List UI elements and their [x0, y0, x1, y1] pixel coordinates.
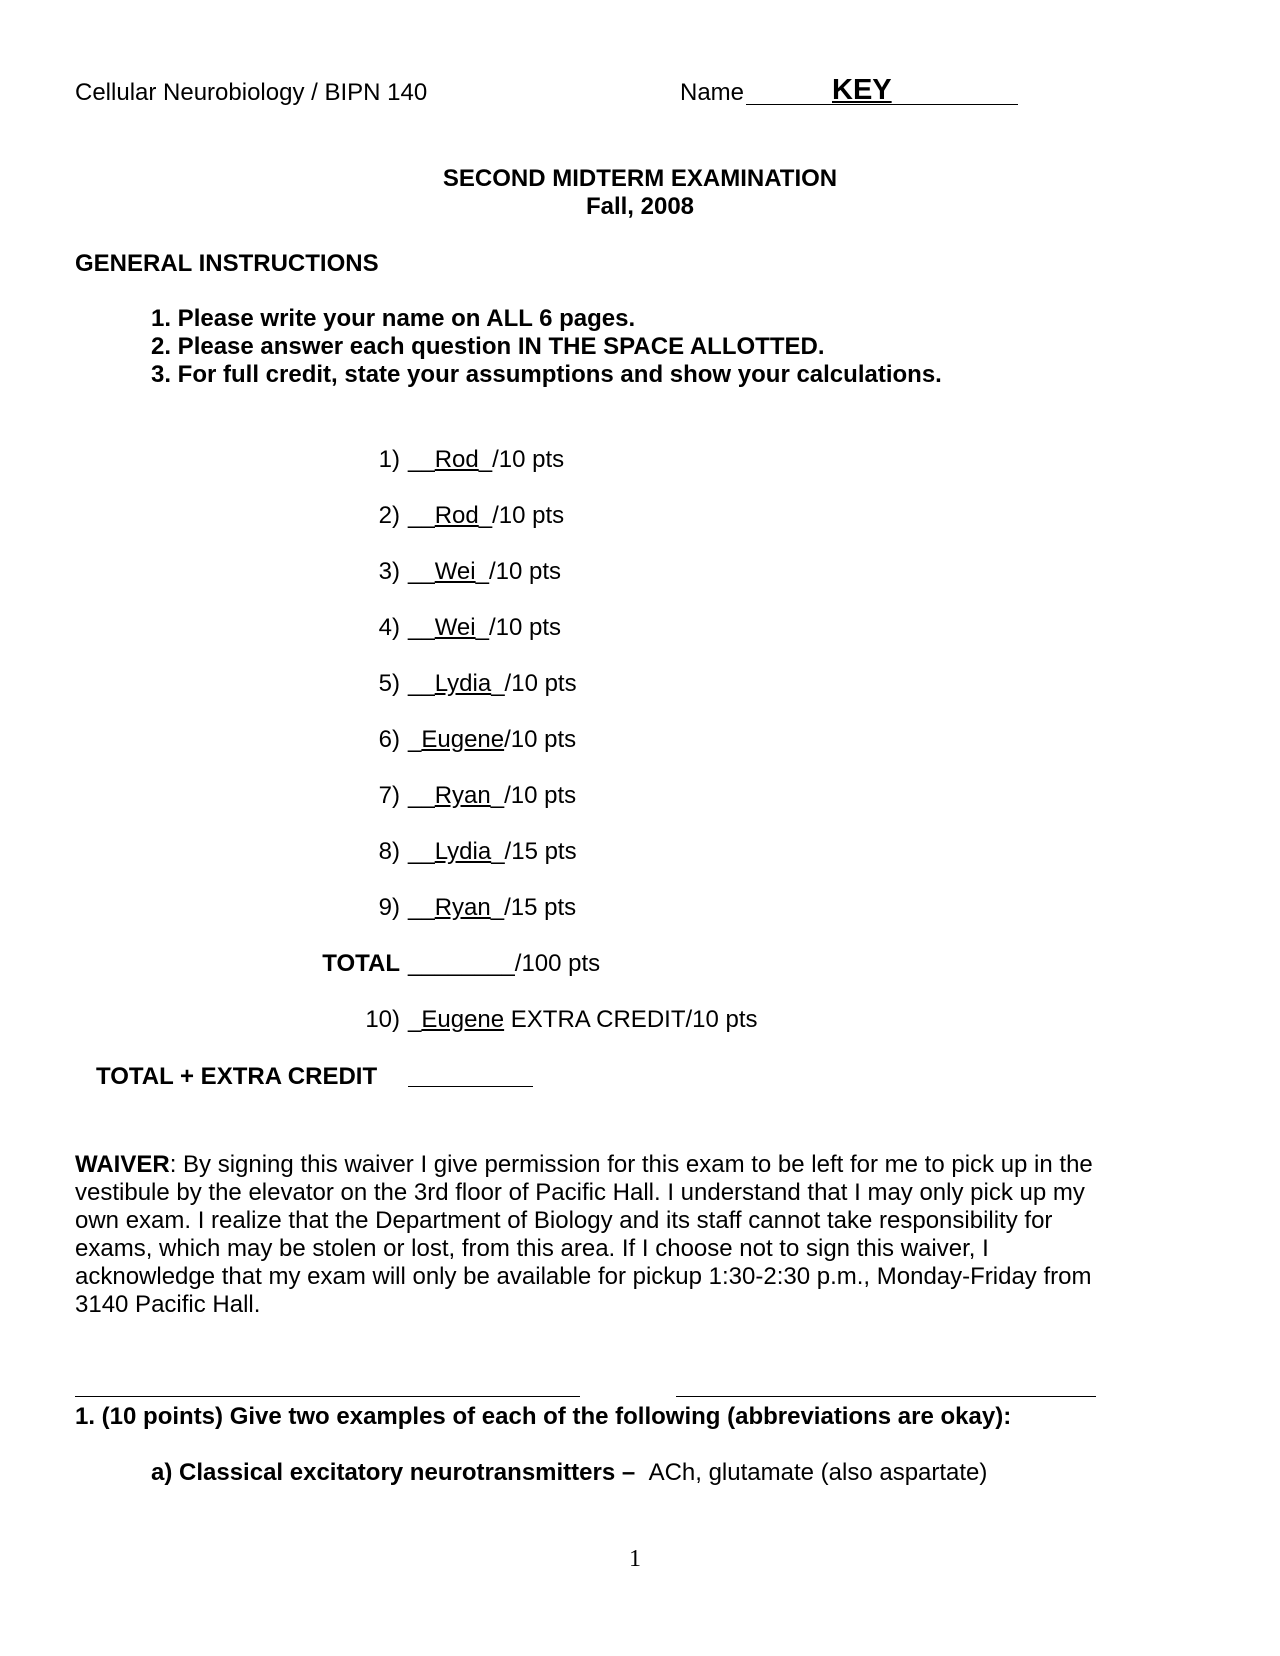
score-row: [0, 782, 1280, 814]
score-grader: Wei: [434, 614, 476, 641]
exam-title: SECOND MIDTERM EXAMINATION: [442, 165, 838, 192]
score-label: 8): [378, 838, 400, 865]
total-extra-label: TOTAL + EXTRA CREDIT: [96, 1063, 378, 1090]
score-entry: __Lydia_/10 pts: [408, 670, 577, 697]
score-entry: __Wei_/10 pts: [408, 614, 562, 641]
extra-entry: _Eugene EXTRA CREDIT/10 pts: [408, 1006, 758, 1033]
waiver-label: WAIVER: [75, 1151, 170, 1178]
score-grader: Ryan: [434, 894, 491, 921]
total-entry: ________/100 pts: [408, 950, 601, 977]
question-1a: [151, 1459, 987, 1487]
extra-points: EXTRA CREDIT/10 pts: [510, 1006, 758, 1033]
score-row: [0, 670, 1280, 702]
total-row: [0, 950, 1280, 982]
score-row: [0, 614, 1280, 646]
date-line: [676, 1396, 1096, 1397]
score-entry: __Rod_/10 pts: [408, 446, 565, 473]
score-grader: Eugene: [421, 726, 505, 753]
score-grader: Rod: [434, 502, 479, 529]
question-1a-answer: ACh, glutamate (also aspartate): [648, 1459, 988, 1486]
score-row: [0, 726, 1280, 758]
exam-term: Fall, 2008: [585, 193, 695, 220]
score-points: /10 pts: [488, 558, 562, 585]
total-extra-line: [408, 1086, 533, 1087]
instruction-item: 3. For full credit, state your assumptions and show your calculations.: [151, 361, 942, 388]
score-entry: _Eugene/10 pts: [408, 726, 577, 753]
score-entry: __Rod_/10 pts: [408, 502, 565, 529]
extra-grader: Eugene: [421, 1006, 505, 1033]
score-grader: Lydia: [434, 670, 492, 697]
score-grader: Lydia: [434, 838, 492, 865]
score-entry: __Ryan_/15 pts: [408, 894, 577, 921]
score-points: /10 pts: [504, 726, 577, 753]
signature-line: [75, 1396, 580, 1397]
extra-label: 10): [365, 1006, 400, 1033]
name-label: Name: [680, 79, 745, 106]
score-row: [0, 558, 1280, 590]
name-value: KEY: [832, 74, 892, 106]
course-title: Cellular Neurobiology / BIPN 140: [75, 79, 428, 106]
score-entry: __Ryan_/10 pts: [408, 782, 577, 809]
score-points: /15 pts: [504, 838, 577, 865]
score-points: /10 pts: [504, 670, 577, 697]
score-grader: Ryan: [434, 782, 491, 809]
total-label: TOTAL: [322, 950, 400, 977]
score-grader: Rod: [434, 446, 479, 473]
question-1-prompt: 1. (10 points) Give two examples of each of the following (abbreviations are okay):: [75, 1403, 1012, 1430]
score-entry: __Wei_/10 pts: [408, 558, 562, 585]
score-points: /10 pts: [504, 782, 577, 809]
score-row: [0, 446, 1280, 478]
waiver-text: [75, 1151, 1135, 1319]
score-points: /10 pts: [492, 446, 565, 473]
score-entry: __Lydia_/15 pts: [408, 838, 577, 865]
question-1a-label: a) Classical excitatory neurotransmitters –: [151, 1459, 636, 1486]
instruction-item: 2. Please answer each question IN THE SPACE ALLOTTED.: [151, 333, 825, 360]
score-row: [0, 838, 1280, 870]
score-row: [0, 894, 1280, 926]
score-grader: Wei: [434, 558, 476, 585]
score-row: [0, 502, 1280, 534]
score-label: 6): [378, 726, 400, 753]
score-label: 1): [378, 446, 400, 473]
waiver-body: : By signing this waiver I give permission for this exam to be left for me to pick up in the vestibule by the elevator on the 3rd floor of Pacific Hall. I understand that I may only pick up my own exam. I realize that the Department of Biology and its staff cannot take responsibility for exams, which may be stolen or lost, from this area. If I choose not to sign this waiver, I acknowledge that my exam will only be available for pickup 1:30-2:30 p.m., Monday-Friday from 3140 Pacific Hall.: [75, 1151, 1093, 1318]
total-points: /100 pts: [514, 950, 601, 977]
instructions-heading: GENERAL INSTRUCTIONS: [75, 250, 379, 277]
score-points: /10 pts: [488, 614, 562, 641]
score-label: 5): [378, 670, 400, 697]
score-label: 4): [378, 614, 400, 641]
score-points: /10 pts: [492, 502, 565, 529]
score-label: 3): [378, 558, 400, 585]
page-number: 1: [629, 1546, 641, 1572]
score-label: 2): [378, 502, 400, 529]
score-points: /15 pts: [504, 894, 577, 921]
instruction-item: 1. Please write your name on ALL 6 pages.: [151, 305, 636, 332]
score-label: 7): [378, 782, 400, 809]
score-label: 9): [378, 894, 400, 921]
extra-credit-row: [0, 1006, 1280, 1038]
